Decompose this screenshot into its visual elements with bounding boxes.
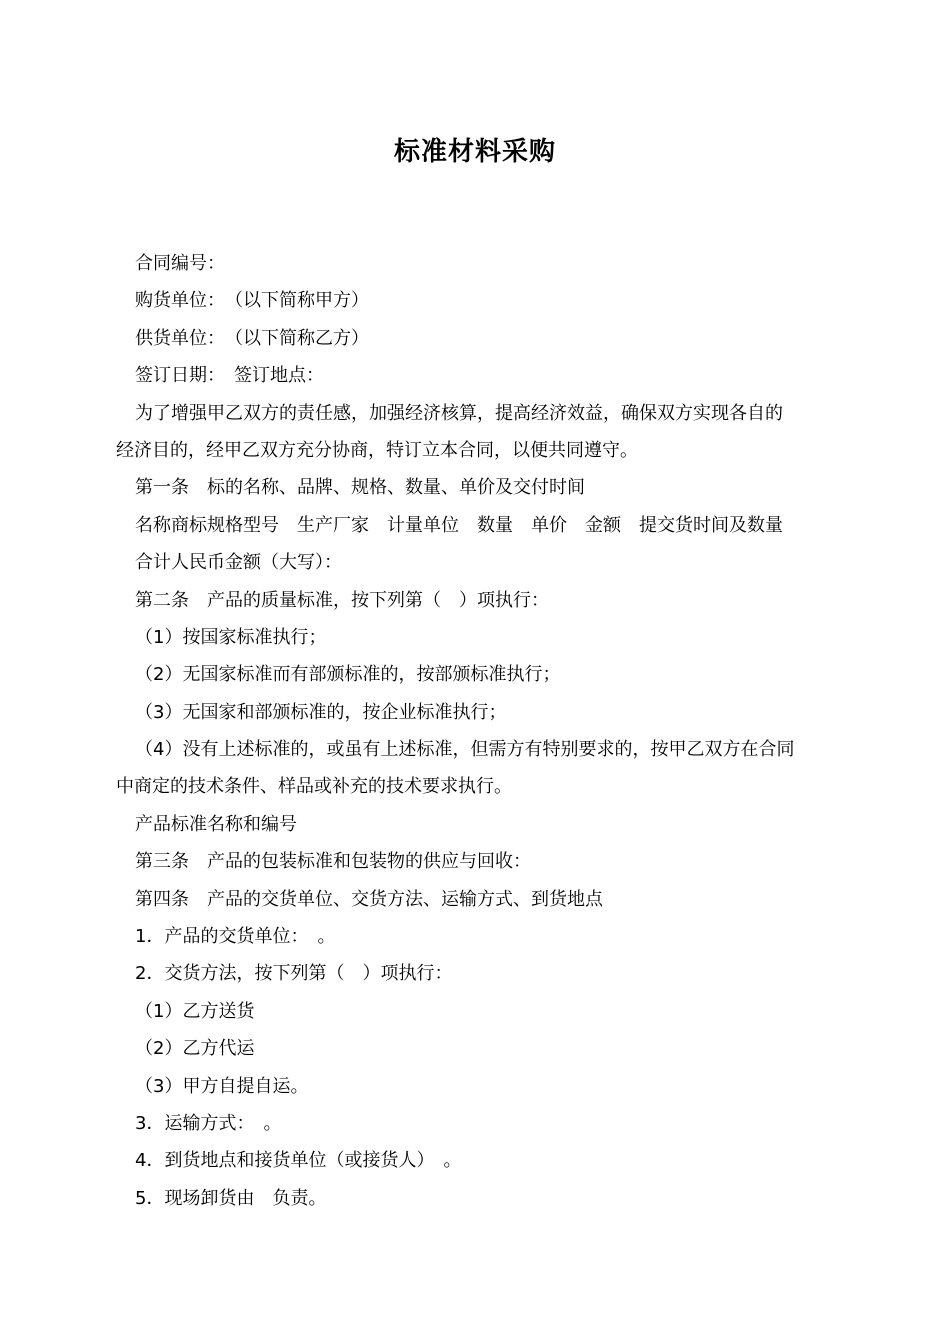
article-1-heading: 第一条 标的名称、品牌、规格、数量、单价及交付时间 [135,477,585,499]
preamble-line-1: 为了增强甲乙双方的责任感，加强经济核算，提高经济效益，确保双方实现各自的 [135,402,783,424]
article-4-item-3: 3．运输方式： 。 [135,1112,282,1134]
sign-date-place-line: 签订日期： 签订地点： [135,365,324,387]
article-3-heading: 第三条 产品的包装标准和包装物的供应与回收： [135,851,531,873]
article-2-item-4-line-1: （4）没有上述标准的，或虽有上述标准，但需方有特别要求的，按甲乙双方在合同 [135,739,795,761]
article-4-item-5: 5．现场卸货由 负责。 [135,1187,327,1209]
article-4-item-2: 2．交货方法，按下列第（ ）项执行： [135,963,453,985]
delivery-option-1: （1）乙方送货 [135,1000,255,1022]
document-title: 标准材料采购 [393,137,556,167]
document-body [116,245,836,1217]
product-standard-line: 产品标准名称和编号 [135,813,297,835]
supplier-line: 供货单位： （以下简称乙方） [135,327,369,349]
contract-number-line: 合同编号： [135,253,225,274]
article-2-item-4-line-2: 中商定的技术条件、样品或补充的技术要求执行。 [116,776,512,798]
total-amount-line: 合计人民币金额（大写）： [135,552,342,574]
buyer-line: 购货单位： （以下简称甲方） [135,290,369,312]
article-1-columns: 名称商标规格型号 生产厂家 计量单位 数量 单价 金额 提交货时间及数量 [135,514,783,536]
article-2-heading: 第二条 产品的质量标准，按下列第（ ）项执行： [135,589,549,611]
article-2-item-2: （2）无国家标准而有部颁标准的，按部颁标准执行； [135,664,561,686]
article-2-item-1: （1）按国家标准执行； [135,626,327,648]
delivery-option-2: （2）乙方代运 [135,1038,255,1060]
delivery-option-3: （3）甲方自提自运。 [135,1075,309,1097]
article-2-item-3: （3）无国家和部颁标准的，按企业标准执行； [135,701,507,723]
article-4-heading: 第四条 产品的交货单位、交货方法、运输方式、到货地点 [135,888,603,910]
preamble-line-2: 经济目的，经甲乙双方充分协商，特订立本合同，以便共同遵守。 [116,439,638,461]
article-4-item-1: 1．产品的交货单位： 。 [135,926,336,948]
article-4-item-4: 4．到货地点和接货单位（或接货人） 。 [135,1150,462,1172]
